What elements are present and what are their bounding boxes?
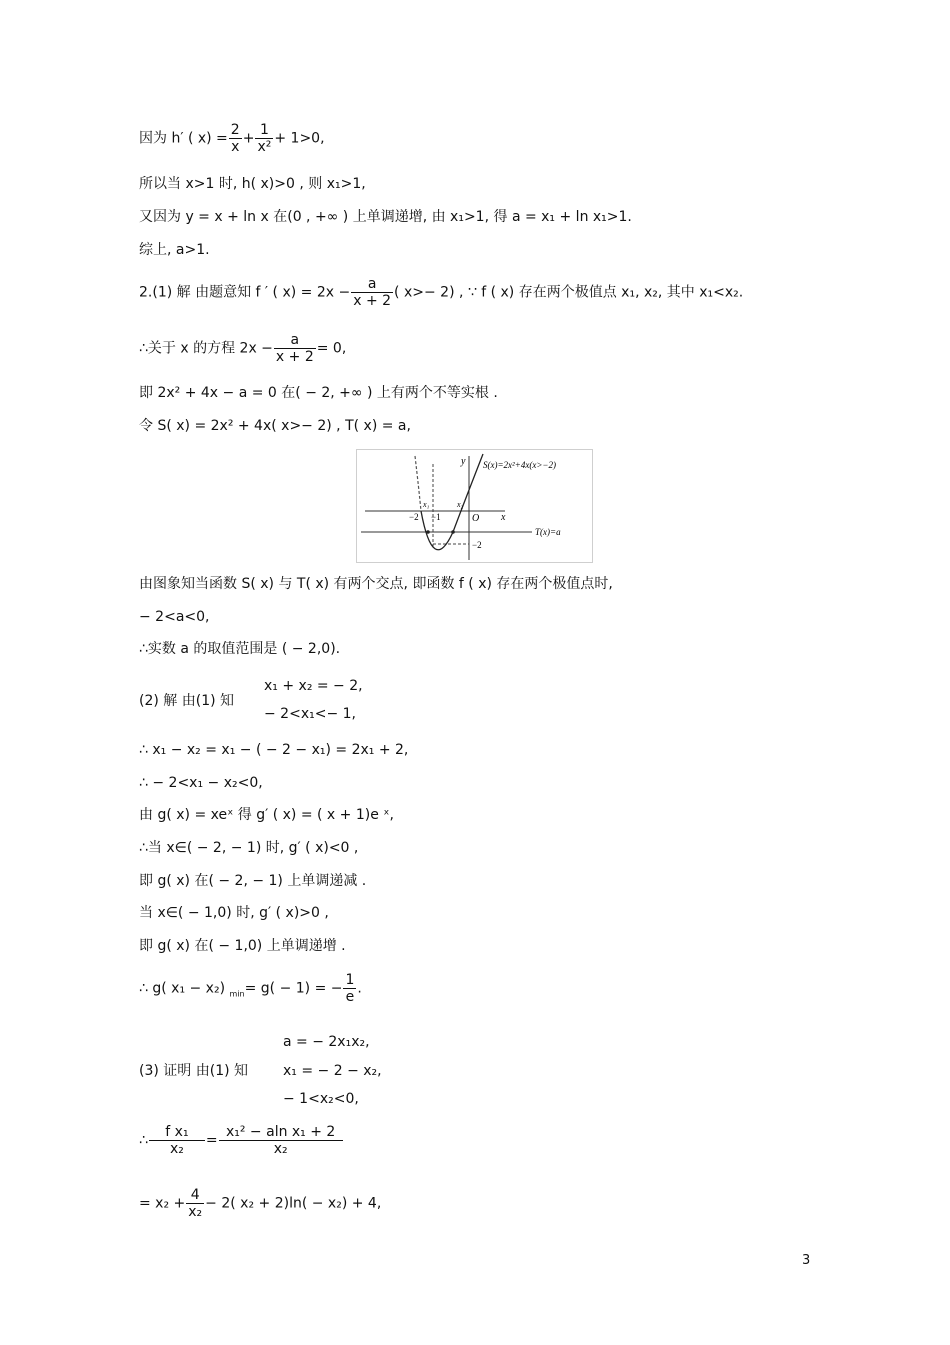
line-diff: ∴ x₁ − x₂ = x₁ − ( − 2 − x₁) = 2x₁ + 2, [139,742,409,758]
fraction [351,276,393,309]
numerator: x₁² − aln x₁ + 2 [225,1124,336,1140]
numerator: 2 [230,122,240,138]
fraction [149,1124,205,1157]
function-graph [356,449,593,563]
denominator: x + 2 [353,293,392,309]
fraction [274,332,316,365]
line-a-range-ineq: − 2<a<0, [139,609,210,625]
line-two-roots: 即 2x² + 4x − a = 0 在( − 2, +∞ ) 上有两个不等实根 . [139,385,498,401]
numerator: 1 [259,122,269,138]
numerator: f x₁ [165,1124,189,1140]
line-g-derivative: 由 g( x) = xeˣ 得 g′ ( x) = ( x + 1)e ˣ, [139,807,394,823]
text: . [357,980,362,997]
denominator: x + 2 [275,349,314,365]
line-part-3: (3) 证明 由(1) 知 [139,1063,249,1079]
denominator: x² [257,139,272,155]
line-g-positive: 当 x∈( − 1,0) 时, g′ ( x)>0 , [139,905,329,921]
numerator: a [290,332,300,348]
text: = [205,1132,218,1149]
numerator: a [367,276,377,292]
text: = g( − 1) = − [244,980,343,997]
text: = 0, [316,340,347,357]
system-line-2: − 2<x₁<− 1, [264,706,356,722]
system3-line-1: x₁ = − 2 − x₂, [283,1063,382,1079]
line-graph-conclusion: 由图象知当函数 S( x) 与 T( x) 有两个交点, 即函数 f ( x) 存在两个极值点时, [139,576,613,592]
t-line-label: T(x)=a [535,527,561,537]
text: 2.(1) 解 由题意知 f ′ ( x) = 2x − [139,284,351,301]
text: ∴关于 x 的方程 2x − [139,340,273,357]
line-part-2: (2) 解 由(1) 知 [139,693,235,709]
line-problem-2-1 [139,276,743,309]
line-equation [139,332,346,365]
text: ∴ g( x₁ − x₂) [139,980,230,997]
line-g-negative: ∴当 x∈( − 2, − 1) 时, g′ ( x)<0 , [139,840,359,856]
text: ( x>− 2) , ∵ f ( x) 存在两个极值点 x₁, x₂, 其中 x₁<x₂. [394,284,744,301]
origin-label: O [472,513,480,524]
text: + [242,130,255,147]
line-monotonic: 又因为 y = x + ln x 在(0 , +∞ ) 上单调递增, 由 x₁>1, 得 a = x₁ + ln x₁>1. [139,209,632,225]
fraction [219,1124,343,1157]
line-final [139,1187,381,1220]
neg1-tick-label: −1 [431,512,441,522]
fraction [186,1187,204,1220]
denominator: e [343,988,356,1005]
system3-line-0: a = − 2x₁x₂, [283,1034,370,1050]
y-axis-label: y [461,456,466,467]
fraction [255,122,273,155]
text: + 1>0, [274,130,325,147]
line-a-range: ∴实数 a 的取值范围是 ( − 2,0). [139,641,341,657]
denominator: x₂ [219,1140,343,1157]
numerator: 1 [345,972,355,988]
system-line-1: x₁ + x₂ = − 2, [264,678,363,694]
text: 因为 h′ ( x) = [139,130,228,147]
subscript: min [229,989,245,999]
line-diff-range: ∴ − 2<x₁ − x₂<0, [139,775,263,791]
fraction [343,972,356,1005]
denominator: x [229,138,242,155]
line-g-min [139,972,362,1005]
text: ∴ [139,1132,148,1149]
neg2-y-label: −2 [472,540,482,550]
denominator: x₂ [188,1204,203,1220]
x-axis-label: x [501,512,506,523]
fraction [229,122,242,155]
line-h-prime [139,122,325,155]
text: = x₂ + [139,1195,186,1212]
page-number: 3 [802,1253,811,1268]
s-curve-label: S(x)=2x²+4x(x>−2) [483,460,556,470]
line-g-increasing: 即 g( x) 在( − 1,0) 上单调递增 . [139,938,346,954]
line-summary: 综上, a>1. [139,242,210,258]
denominator: x₂ [149,1140,205,1157]
graph-svg [357,450,592,562]
system3-line-2: − 1<x₂<0, [283,1091,359,1107]
line-when-x-gt-1: 所以当 x>1 时, h( x)>0 , 则 x₁>1, [139,176,366,192]
line-ratio [139,1124,344,1157]
neg2-tick-label: −2 [409,512,419,522]
text: − 2( x₂ + 2)ln( − x₂) + 4, [205,1195,382,1212]
line-define-s-t: 令 S( x) = 2x² + 4x( x>− 2) , T( x) = a, [139,418,411,434]
x1-label: x₁ [423,500,430,509]
numerator: 4 [190,1187,200,1203]
x2-label: x₂ [457,500,464,509]
line-g-decreasing: 即 g( x) 在( − 2, − 1) 上单调递减 . [139,873,367,889]
